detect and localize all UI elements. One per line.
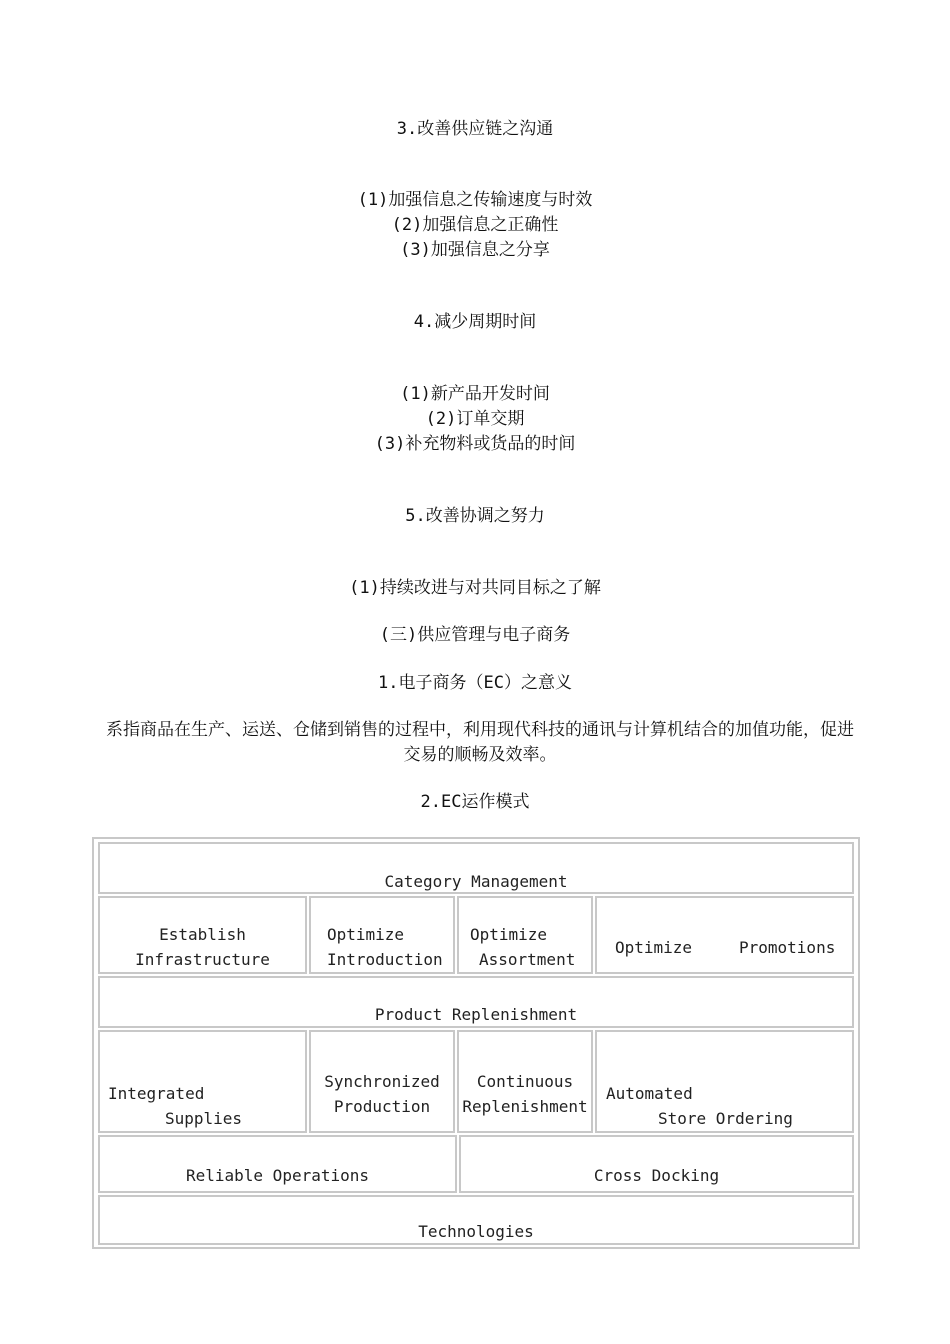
ec-mode-title: 2.EC运作模式 bbox=[420, 792, 530, 812]
section-5-item-1: (1)持续改进与对共同目标之了解 bbox=[349, 578, 601, 598]
reliable-operations-cell bbox=[98, 1135, 457, 1193]
automated-line-1: Automated bbox=[606, 1084, 693, 1103]
optimize-promotions-cell bbox=[595, 896, 854, 974]
section-3-item-1: (1)加强信息之传输速度与时效 bbox=[357, 190, 593, 210]
section-4-title: 4.减少周期时间 bbox=[413, 312, 537, 332]
optimize-intro-line-1: Optimize bbox=[327, 925, 405, 944]
ec-meaning-title: 1.电子商务（EC）之意义 bbox=[378, 673, 572, 693]
section-4-item-2: (2)订单交期 bbox=[425, 409, 525, 429]
continuous-line-2: Replenishment bbox=[462, 1097, 588, 1116]
optimize-introduction-cell bbox=[309, 896, 455, 974]
ec-meaning-paragraph: 系指商品在生产、运送、仓储到销售的过程中，利用现代科技的通讯与计算机结合的加值功能，促进交易的顺畅及效率。 bbox=[106, 720, 854, 765]
section-3-item-3: (3)加强信息之分享 bbox=[400, 240, 550, 260]
integrated-line-1: Integrated bbox=[108, 1084, 205, 1103]
technologies-label: Technologies bbox=[418, 1222, 534, 1241]
part-3-title: (三)供应管理与电子商务 bbox=[379, 625, 571, 645]
section-3-title: 3.改善供应链之沟通 bbox=[396, 119, 554, 139]
optimize-label: Optimize bbox=[615, 938, 693, 957]
establish-line-2: Infrastructure bbox=[135, 950, 270, 969]
category-management-label: Category Management bbox=[384, 872, 568, 891]
technologies-cell bbox=[98, 1195, 854, 1245]
cross-docking-cell bbox=[459, 1135, 854, 1193]
product-replenishment-label: Product Replenishment bbox=[374, 1005, 578, 1024]
synchronized-line-2: Production bbox=[333, 1097, 431, 1116]
reliable-operations-label: Reliable Operations bbox=[185, 1166, 370, 1185]
establish-line-1: Establish bbox=[159, 925, 246, 944]
optimize-assort-line-1: Optimize bbox=[470, 925, 548, 944]
synchronized-production-cell bbox=[309, 1030, 455, 1133]
section-3-item-2: (2)加强信息之正确性 bbox=[391, 215, 559, 235]
integrated-supplies-cell bbox=[98, 1030, 307, 1133]
product-replenishment-cell bbox=[98, 976, 854, 1028]
section-4-item-3: (3)补充物料或货品的时间 bbox=[374, 434, 576, 454]
automated-store-ordering-cell bbox=[595, 1030, 854, 1133]
ec-mode-table bbox=[92, 837, 860, 1249]
optimize-assort-line-2: Assortment bbox=[479, 950, 576, 969]
section-5-title: 5.改善协调之努力 bbox=[405, 506, 545, 526]
optimize-intro-line-2: Introduction bbox=[327, 950, 443, 969]
section-4-item-1: (1)新产品开发时间 bbox=[400, 384, 550, 404]
cross-docking-label: Cross Docking bbox=[593, 1166, 720, 1185]
automated-line-2: Store Ordering bbox=[658, 1109, 793, 1128]
continuous-line-1: Continuous bbox=[476, 1072, 574, 1091]
continuous-replenishment-cell bbox=[457, 1030, 593, 1133]
establish-infrastructure-cell bbox=[98, 896, 307, 974]
synchronized-line-1: Synchronized bbox=[324, 1072, 440, 1091]
category-management-cell bbox=[98, 842, 854, 894]
optimize-assortment-cell bbox=[457, 896, 593, 974]
promotions-label: Promotions bbox=[739, 938, 836, 957]
integrated-line-2: Supplies bbox=[165, 1109, 243, 1128]
